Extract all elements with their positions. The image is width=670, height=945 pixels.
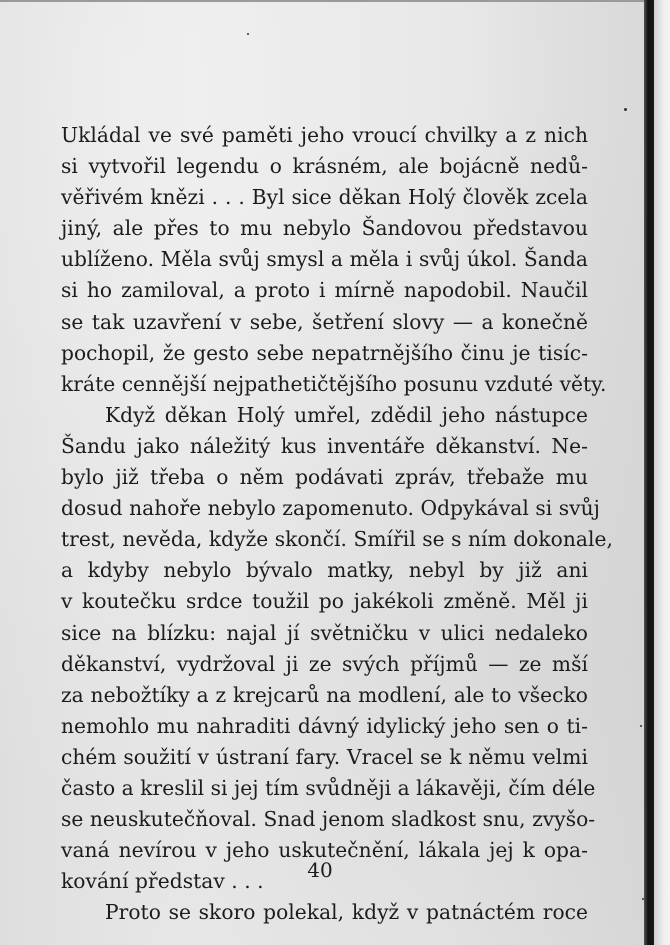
text-line: se tak uzavření v sebe, šetření slovy — a konečně [61, 309, 588, 334]
text-line: děkanství, vydržoval ji ze svých příjmů — ze mší [61, 651, 588, 676]
text-line: kráte cennější nejpathetičtějšího posunu vzduté věty. [61, 371, 607, 396]
text-line: dosud nahoře nebylo zapomenuto. Odpykával si svůj [61, 496, 600, 521]
text-line-indented: Proto se skoro polekal, když v patnáctém roce [105, 900, 588, 925]
paragraph-3 [61, 897, 588, 928]
text-line: v koutečku srdce toužil po jakékoli změně. Měl ji [61, 589, 588, 614]
scan-speck [640, 725, 642, 727]
text-line: často a kreslil si jej tím svůdněji a lákavěji, čím déle [61, 775, 596, 800]
text-line: vaná nevírou v jeho uskutečnění, lákala jej k opa- [61, 838, 588, 863]
text-line: jiný, ale přes to mu nebylo Šandovou představou [61, 216, 588, 241]
text-line: za nebožtíky a z krejcarů na modlení, ale to všecko [61, 682, 588, 707]
paragraph-1 [61, 120, 607, 400]
text-line: bylo již třeba o něm podávati zpráv, třebaže mu [61, 465, 588, 490]
text-line: se neuskutečňoval. Snad jenom sladkost snu, zvyšo- [61, 807, 596, 832]
text-line: sice na blízku: najal jí světničku v ulici nedaleko [61, 620, 588, 645]
text-line: a kdyby nebylo bývalo matky, nebyl by již ani [61, 558, 588, 583]
text-line: pochopil, že gesto sebe nepatrnějšího činu je tisíc- [61, 340, 588, 365]
text-line-indented: Když děkan Holý umřel, zdědil jeho nástupce [105, 402, 588, 427]
body-text [61, 120, 613, 928]
text-line: kování představ . . . [61, 869, 264, 894]
page-number: 40 [307, 858, 333, 882]
adjacent-page-edge [654, 0, 670, 945]
text-line: nemohlo mu nahraditi dávný idylický jeho sen o ti- [61, 713, 588, 738]
page-edge-shadow [644, 0, 654, 945]
text-line: trest, nevěda, kdyže skončí. Smířil se s ním dokonale, [61, 527, 613, 552]
text-line: si vytvořil legendu o krásném, ale bojácně nedů- [61, 154, 588, 179]
text-line: si ho zamiloval, a proto i mírně napodobil. Naučil [61, 278, 588, 303]
text-line: věřivém knězi . . . Byl sice děkan Holý člověk zcela [61, 185, 588, 210]
text-line: Šandu jako náležitý kus inventáře děkanství. Ne- [61, 433, 588, 458]
text-line: chém soužití v ústraní fary. Vracel se k němu velmi [61, 744, 588, 769]
text-line: ublíženo. Měla svůj smysl a měla i svůj úkol. Šanda [61, 247, 588, 272]
scan-speck [247, 33, 249, 35]
scan-speck [624, 108, 627, 111]
paragraph-2 [61, 400, 613, 898]
text-line: Ukládal ve své paměti jeho vroucí chvilky a z nich [61, 123, 588, 147]
